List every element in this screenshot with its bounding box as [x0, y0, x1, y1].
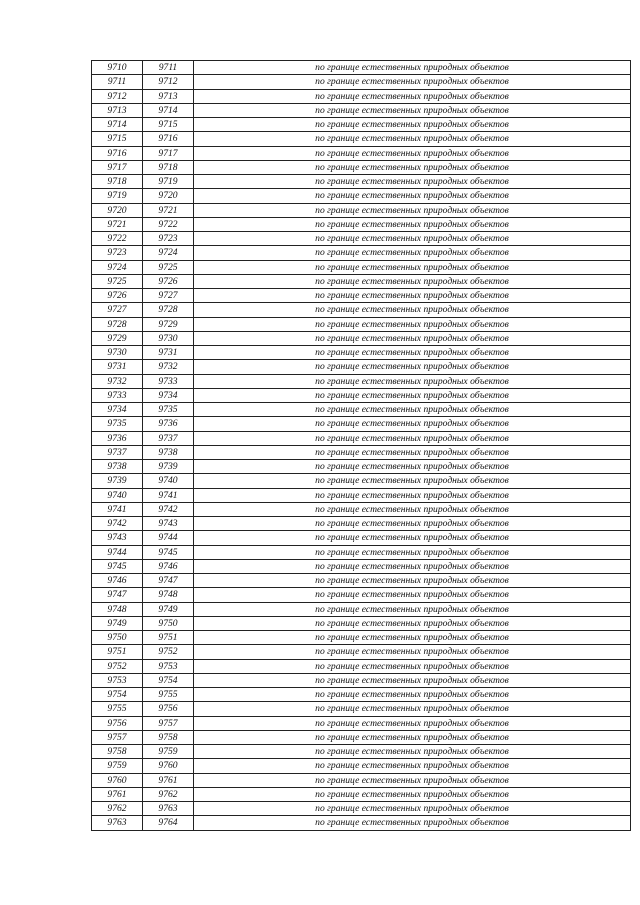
point-from-cell: 9728: [92, 317, 143, 331]
point-from-cell: 9752: [92, 659, 143, 673]
table-row: [92, 360, 631, 374]
boundary-description-cell: по границе естественных природных объектов: [194, 730, 631, 744]
point-to-cell: 9718: [143, 160, 194, 174]
point-to-cell: 9715: [143, 118, 194, 132]
boundary-description-cell: по границе естественных природных объектов: [194, 517, 631, 531]
point-to-cell: 9752: [143, 645, 194, 659]
boundary-description-cell: по границе естественных природных объектов: [194, 317, 631, 331]
boundary-description-cell: по границе естественных природных объектов: [194, 445, 631, 459]
boundary-description-cell: по границе естественных природных объектов: [194, 545, 631, 559]
boundary-description-cell: по границе естественных природных объектов: [194, 331, 631, 345]
point-from-cell: 9729: [92, 331, 143, 345]
point-to-cell: 9755: [143, 688, 194, 702]
table-row: [92, 759, 631, 773]
boundary-description-cell: по границе естественных природных объектов: [194, 759, 631, 773]
table-row: [92, 545, 631, 559]
boundary-description-cell: по границе естественных природных объектов: [194, 474, 631, 488]
boundary-description-cell: по границе естественных природных объектов: [194, 260, 631, 274]
table-row: [92, 574, 631, 588]
table-row: [92, 303, 631, 317]
point-from-cell: 9730: [92, 346, 143, 360]
table-row: [92, 388, 631, 402]
table-row: [92, 346, 631, 360]
point-to-cell: 9756: [143, 702, 194, 716]
table-row: [92, 730, 631, 744]
table-row: [92, 260, 631, 274]
point-from-cell: 9716: [92, 146, 143, 160]
boundary-description-cell: по границе естественных природных объектов: [194, 403, 631, 417]
boundary-points-table: [91, 60, 631, 831]
boundary-description-cell: по границе естественных природных объектов: [194, 702, 631, 716]
point-from-cell: 9712: [92, 89, 143, 103]
boundary-description-cell: по границе естественных природных объектов: [194, 502, 631, 516]
boundary-description-cell: по границе естественных природных объектов: [194, 431, 631, 445]
boundary-description-cell: по границе естественных природных объектов: [194, 802, 631, 816]
point-to-cell: 9734: [143, 388, 194, 402]
point-to-cell: 9730: [143, 331, 194, 345]
point-to-cell: 9754: [143, 673, 194, 687]
point-from-cell: 9742: [92, 517, 143, 531]
point-to-cell: 9733: [143, 374, 194, 388]
boundary-description-cell: по границе естественных природных объектов: [194, 688, 631, 702]
point-to-cell: 9714: [143, 103, 194, 117]
boundary-description-cell: по границе естественных природных объектов: [194, 588, 631, 602]
point-from-cell: 9723: [92, 246, 143, 260]
point-from-cell: 9737: [92, 445, 143, 459]
point-to-cell: 9723: [143, 232, 194, 246]
boundary-description-cell: по границе естественных природных объектов: [194, 118, 631, 132]
boundary-description-cell: по границе естественных природных объектов: [194, 203, 631, 217]
point-from-cell: 9755: [92, 702, 143, 716]
boundary-description-cell: по границе естественных природных объектов: [194, 745, 631, 759]
table-row: [92, 232, 631, 246]
table-row: [92, 89, 631, 103]
point-to-cell: 9761: [143, 773, 194, 787]
boundary-description-cell: по границе естественных природных объектов: [194, 773, 631, 787]
point-from-cell: 9732: [92, 374, 143, 388]
boundary-description-cell: по границе естественных природных объектов: [194, 274, 631, 288]
table-row: [92, 602, 631, 616]
table-row: [92, 588, 631, 602]
table-row: [92, 103, 631, 117]
point-to-cell: 9757: [143, 716, 194, 730]
point-to-cell: 9758: [143, 730, 194, 744]
point-from-cell: 9757: [92, 730, 143, 744]
point-to-cell: 9748: [143, 588, 194, 602]
point-to-cell: 9740: [143, 474, 194, 488]
point-to-cell: 9721: [143, 203, 194, 217]
point-from-cell: 9715: [92, 132, 143, 146]
point-from-cell: 9739: [92, 474, 143, 488]
table-row: [92, 460, 631, 474]
point-to-cell: 9743: [143, 517, 194, 531]
table-row: [92, 502, 631, 516]
table-body: [92, 61, 631, 831]
point-from-cell: 9744: [92, 545, 143, 559]
point-to-cell: 9763: [143, 802, 194, 816]
point-to-cell: 9753: [143, 659, 194, 673]
table-row: [92, 160, 631, 174]
table-row: [92, 217, 631, 231]
table-row: [92, 431, 631, 445]
point-to-cell: 9713: [143, 89, 194, 103]
table-row: [92, 403, 631, 417]
point-to-cell: 9732: [143, 360, 194, 374]
table-row: [92, 61, 631, 75]
point-to-cell: 9726: [143, 274, 194, 288]
point-from-cell: 9758: [92, 745, 143, 759]
point-to-cell: 9739: [143, 460, 194, 474]
point-to-cell: 9722: [143, 217, 194, 231]
table-row: [92, 559, 631, 573]
boundary-description-cell: по границе естественных природных объектов: [194, 217, 631, 231]
boundary-description-cell: по границе естественных природных объектов: [194, 417, 631, 431]
point-to-cell: 9729: [143, 317, 194, 331]
point-to-cell: 9725: [143, 260, 194, 274]
point-from-cell: 9721: [92, 217, 143, 231]
point-from-cell: 9719: [92, 189, 143, 203]
table-row: [92, 75, 631, 89]
point-from-cell: 9745: [92, 559, 143, 573]
table-row: [92, 688, 631, 702]
table-row: [92, 445, 631, 459]
point-from-cell: 9725: [92, 274, 143, 288]
table-row: [92, 374, 631, 388]
boundary-description-cell: по границе естественных природных объектов: [194, 388, 631, 402]
point-from-cell: 9731: [92, 360, 143, 374]
point-to-cell: 9745: [143, 545, 194, 559]
boundary-description-cell: по границе естественных природных объектов: [194, 787, 631, 801]
boundary-description-cell: по границе естественных природных объектов: [194, 346, 631, 360]
boundary-description-cell: по границе естественных природных объектов: [194, 460, 631, 474]
point-from-cell: 9754: [92, 688, 143, 702]
point-from-cell: 9747: [92, 588, 143, 602]
point-to-cell: 9744: [143, 531, 194, 545]
point-from-cell: 9734: [92, 403, 143, 417]
point-from-cell: 9713: [92, 103, 143, 117]
point-from-cell: 9750: [92, 631, 143, 645]
point-from-cell: 9748: [92, 602, 143, 616]
table-row: [92, 132, 631, 146]
boundary-description-cell: по границе естественных природных объектов: [194, 574, 631, 588]
point-to-cell: 9728: [143, 303, 194, 317]
point-to-cell: 9750: [143, 616, 194, 630]
point-from-cell: 9746: [92, 574, 143, 588]
point-from-cell: 9722: [92, 232, 143, 246]
point-from-cell: 9749: [92, 616, 143, 630]
point-to-cell: 9736: [143, 417, 194, 431]
boundary-description-cell: по границе естественных природных объектов: [194, 659, 631, 673]
boundary-description-cell: по границе естественных природных объектов: [194, 75, 631, 89]
point-to-cell: 9717: [143, 146, 194, 160]
point-from-cell: 9736: [92, 431, 143, 445]
boundary-description-cell: по границе естественных природных объектов: [194, 103, 631, 117]
boundary-description-cell: по границе естественных природных объектов: [194, 146, 631, 160]
boundary-description-cell: по границе естественных природных объектов: [194, 631, 631, 645]
table-row: [92, 816, 631, 830]
point-from-cell: 9711: [92, 75, 143, 89]
boundary-description-cell: по границе естественных природных объектов: [194, 246, 631, 260]
point-from-cell: 9714: [92, 118, 143, 132]
boundary-description-cell: по границе естественных природных объектов: [194, 531, 631, 545]
table-row: [92, 716, 631, 730]
table-row: [92, 773, 631, 787]
table-row: [92, 289, 631, 303]
table-row: [92, 745, 631, 759]
table-row: [92, 702, 631, 716]
point-to-cell: 9735: [143, 403, 194, 417]
table-row: [92, 616, 631, 630]
point-to-cell: 9759: [143, 745, 194, 759]
point-from-cell: 9743: [92, 531, 143, 545]
point-from-cell: 9761: [92, 787, 143, 801]
table-row: [92, 317, 631, 331]
table-row: [92, 488, 631, 502]
point-to-cell: 9720: [143, 189, 194, 203]
table-row: [92, 631, 631, 645]
point-from-cell: 9724: [92, 260, 143, 274]
boundary-description-cell: по границе естественных природных объектов: [194, 602, 631, 616]
point-from-cell: 9756: [92, 716, 143, 730]
point-to-cell: 9711: [143, 61, 194, 75]
boundary-description-cell: по границе естественных природных объектов: [194, 89, 631, 103]
table-row: [92, 531, 631, 545]
boundary-description-cell: по границе естественных природных объектов: [194, 232, 631, 246]
table-row: [92, 802, 631, 816]
table-row: [92, 787, 631, 801]
boundary-description-cell: по границе естественных природных объектов: [194, 303, 631, 317]
point-from-cell: 9735: [92, 417, 143, 431]
boundary-description-cell: по границе естественных природных объектов: [194, 559, 631, 573]
table-row: [92, 331, 631, 345]
table-row: [92, 203, 631, 217]
point-to-cell: 9712: [143, 75, 194, 89]
point-from-cell: 9762: [92, 802, 143, 816]
point-to-cell: 9764: [143, 816, 194, 830]
boundary-description-cell: по границе естественных природных объектов: [194, 289, 631, 303]
table-row: [92, 246, 631, 260]
point-from-cell: 9740: [92, 488, 143, 502]
boundary-description-cell: по границе естественных природных объектов: [194, 616, 631, 630]
boundary-description-cell: по границе естественных природных объектов: [194, 374, 631, 388]
point-to-cell: 9716: [143, 132, 194, 146]
point-to-cell: 9762: [143, 787, 194, 801]
point-to-cell: 9742: [143, 502, 194, 516]
point-from-cell: 9727: [92, 303, 143, 317]
point-to-cell: 9760: [143, 759, 194, 773]
boundary-description-cell: по границе естественных природных объектов: [194, 645, 631, 659]
point-from-cell: 9741: [92, 502, 143, 516]
point-from-cell: 9751: [92, 645, 143, 659]
table-row: [92, 474, 631, 488]
point-to-cell: 9741: [143, 488, 194, 502]
boundary-description-cell: по границе естественных природных объектов: [194, 175, 631, 189]
point-from-cell: 9710: [92, 61, 143, 75]
boundary-description-cell: по границе естественных природных объектов: [194, 360, 631, 374]
boundary-description-cell: по границе естественных природных объектов: [194, 132, 631, 146]
point-to-cell: 9751: [143, 631, 194, 645]
point-from-cell: 9718: [92, 175, 143, 189]
point-to-cell: 9746: [143, 559, 194, 573]
point-from-cell: 9759: [92, 759, 143, 773]
table-row: [92, 189, 631, 203]
point-to-cell: 9724: [143, 246, 194, 260]
table-row: [92, 417, 631, 431]
boundary-description-cell: по границе естественных природных объектов: [194, 488, 631, 502]
point-from-cell: 9738: [92, 460, 143, 474]
point-from-cell: 9726: [92, 289, 143, 303]
point-to-cell: 9727: [143, 289, 194, 303]
boundary-description-cell: по границе естественных природных объектов: [194, 673, 631, 687]
boundary-description-cell: по границе естественных природных объектов: [194, 61, 631, 75]
point-from-cell: 9760: [92, 773, 143, 787]
table-row: [92, 175, 631, 189]
point-from-cell: 9763: [92, 816, 143, 830]
point-to-cell: 9749: [143, 602, 194, 616]
boundary-description-cell: по границе естественных природных объектов: [194, 160, 631, 174]
table-row: [92, 274, 631, 288]
table-row: [92, 517, 631, 531]
table-row: [92, 146, 631, 160]
point-from-cell: 9733: [92, 388, 143, 402]
table-row: [92, 673, 631, 687]
point-from-cell: 9717: [92, 160, 143, 174]
point-from-cell: 9753: [92, 673, 143, 687]
point-from-cell: 9720: [92, 203, 143, 217]
table-row: [92, 645, 631, 659]
point-to-cell: 9737: [143, 431, 194, 445]
boundary-description-cell: по границе естественных природных объектов: [194, 716, 631, 730]
boundary-description-cell: по границе естественных природных объектов: [194, 816, 631, 830]
point-to-cell: 9738: [143, 445, 194, 459]
point-to-cell: 9731: [143, 346, 194, 360]
table-row: [92, 659, 631, 673]
table-row: [92, 118, 631, 132]
boundary-description-cell: по границе естественных природных объектов: [194, 189, 631, 203]
point-to-cell: 9747: [143, 574, 194, 588]
point-to-cell: 9719: [143, 175, 194, 189]
